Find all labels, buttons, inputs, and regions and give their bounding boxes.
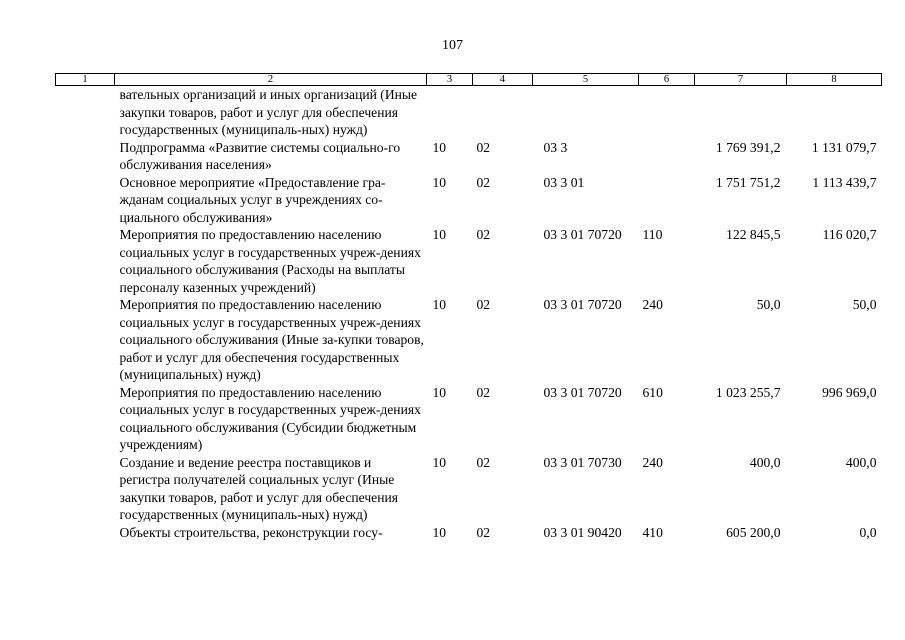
row-number-cell	[56, 226, 115, 296]
amount-year-2-cell: 1 113 439,7	[812, 174, 877, 190]
row-number-cell	[56, 174, 115, 227]
subsection-code-cell: 02	[476, 384, 491, 400]
row-number-cell	[56, 384, 115, 454]
column-header-7: 7	[695, 74, 787, 86]
column-header-2: 2	[115, 74, 427, 86]
amount-year-1-cell: 122 845,5	[726, 227, 781, 242]
subsection-code-cell: 02	[476, 454, 491, 470]
section-code-cell: 10	[432, 174, 447, 190]
section-code-cell: 10	[432, 297, 447, 312]
subsection-code-cell: 02	[476, 227, 491, 242]
row-name-cell: Создание и ведение реестра поставщиков и регистра получателей социальных услуг (Иные закупки товаров, работ и услуг для обеспечения государственных (муниципаль-ных) нужд)	[119, 454, 398, 522]
target-article-code-cell: 03 3 01 90420	[543, 524, 622, 540]
amount-year-2-cell: 1 131 079,7	[811, 139, 877, 155]
expense-type-code-cell	[639, 139, 695, 174]
row-name-cell: Мероприятия по предоставлению населению социальных услуг в государственных учреж-дениях социального обслуживания (Расходы на выплаты персоналу казенных учреждений)	[119, 227, 421, 295]
expense-type-code-cell: 240	[642, 297, 663, 312]
row-name-cell: Мероприятия по предоставлению населению социальных услуг в государственных учреж-дениях социального обслуживания (Субсидии бюджетным учреждениям)	[119, 384, 421, 452]
target-article-code-cell: 03 3 01	[543, 174, 585, 190]
subsection-code-cell: 02	[476, 524, 491, 540]
target-article-code-cell: 03 3	[543, 139, 568, 155]
expense-type-code-cell: 610	[642, 384, 663, 400]
expense-type-code-cell: 410	[642, 524, 663, 540]
row-name-cell: вательных организаций и иных организаций (Иные закупки товаров, работ и услуг для обеспечения государственных (муниципаль-ных) нужд)	[119, 87, 418, 137]
section-code-cell: 10	[432, 524, 447, 540]
expense-type-code-cell	[639, 86, 695, 139]
amount-year-1-cell	[695, 86, 787, 139]
amount-year-1-cell: 1 751 751,2	[715, 174, 781, 190]
column-header-6: 6	[639, 74, 695, 86]
expense-type-code-cell: 240	[642, 454, 663, 470]
target-article-code-cell: 03 3 01 70730	[543, 454, 622, 470]
expense-type-code-cell: 110	[642, 227, 663, 242]
row-number-cell	[56, 296, 115, 384]
amount-year-1-cell: 400,0	[749, 454, 781, 470]
amount-year-1-cell: 1 023 255,7	[715, 384, 781, 400]
column-header-1: 1	[56, 74, 115, 86]
table-row	[56, 139, 882, 174]
row-name-cell: Объекты строительства, реконструкции госу-	[119, 524, 383, 540]
amount-year-2-cell: 116 020,7	[822, 227, 877, 242]
page-number: 107	[442, 38, 463, 53]
target-article-code-cell: 03 3 01 70720	[543, 384, 622, 400]
subsection-code-cell	[473, 86, 533, 139]
target-article-code-cell: 03 3 01 70720	[543, 227, 622, 242]
table-row	[56, 384, 882, 454]
amount-year-1-cell: 605 200,0	[726, 524, 781, 540]
subsection-code-cell: 02	[476, 297, 491, 312]
row-number-cell	[56, 86, 115, 139]
amount-year-2-cell	[787, 86, 882, 139]
column-header-8: 8	[787, 74, 882, 86]
table-row	[56, 524, 882, 542]
amount-year-1-cell: 1 769 391,2	[715, 139, 781, 155]
section-code-cell: 10	[432, 384, 447, 400]
row-number-cell	[56, 139, 115, 174]
table-row	[56, 86, 882, 139]
column-header-5: 5	[533, 74, 639, 86]
table-body	[56, 86, 882, 542]
amount-year-1-cell: 50,0	[756, 297, 781, 312]
section-code-cell: 10	[432, 227, 447, 242]
table-row	[56, 226, 882, 296]
table-row	[56, 454, 882, 524]
amount-year-2-cell: 50,0	[852, 297, 877, 312]
target-article-code-cell: 03 3 01 70720	[543, 297, 622, 312]
row-name-cell: Подпрограмма «Развитие системы социально-го обслуживания населения»	[119, 139, 401, 172]
subsection-code-cell: 02	[476, 139, 491, 155]
table-row	[56, 174, 882, 227]
section-code-cell	[427, 86, 473, 139]
row-number-cell	[56, 524, 115, 542]
row-name-cell: Основное мероприятие «Предоставление гра-жданам социальных услуг в учреждениях со-циального обслуживания»	[119, 174, 386, 225]
column-header-4: 4	[473, 74, 533, 86]
target-article-code-cell	[533, 86, 639, 139]
expense-type-code-cell	[639, 174, 695, 227]
table-row	[56, 296, 882, 384]
section-code-cell: 10	[432, 139, 447, 155]
column-header-3: 3	[427, 74, 473, 86]
section-code-cell: 10	[432, 454, 447, 470]
subsection-code-cell: 02	[476, 174, 491, 190]
row-name-cell: Мероприятия по предоставлению населению социальных услуг в государственных учреж-дениях социального обслуживания (Иные за-купки товаров, работ и услуг для обеспечения государственных (муниципальных) нужд)	[119, 297, 424, 382]
row-number-cell	[56, 454, 115, 524]
budget-table	[55, 73, 882, 541]
amount-year-2-cell: 996 969,0	[822, 384, 877, 400]
column-number-header-row	[56, 74, 882, 86]
amount-year-2-cell: 0,0	[859, 524, 877, 540]
amount-year-2-cell: 400,0	[845, 454, 877, 470]
